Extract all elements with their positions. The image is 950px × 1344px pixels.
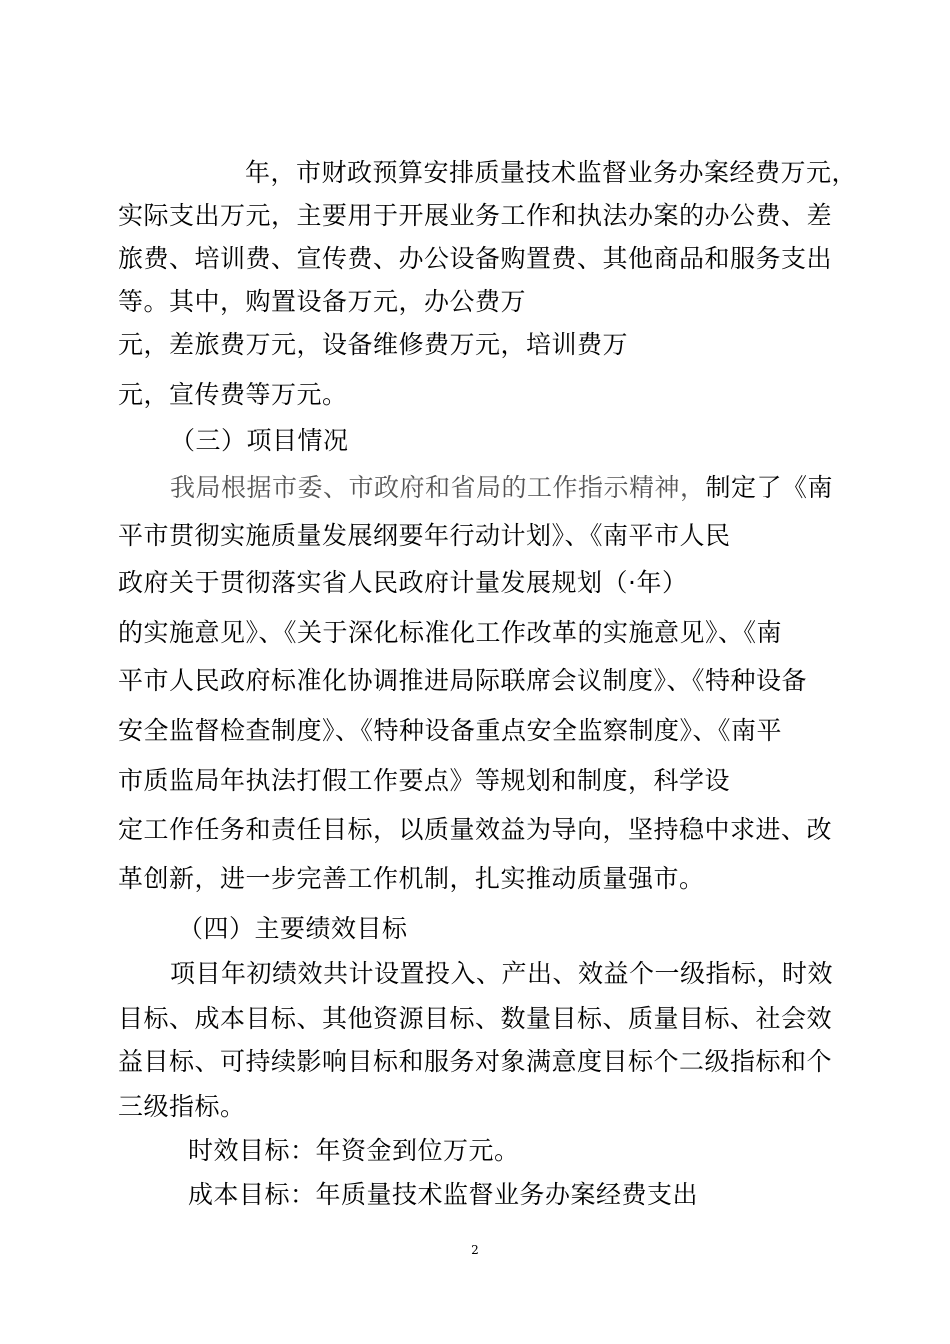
paragraph1-line2: 实际支出万元，主要用于开展业务工作和执法办案的办公费、差 [118,201,833,230]
section3-heading: （三）项目情况 [170,426,349,455]
timeliness-goal: 时效目标：年资金到位万元。 [188,1136,520,1165]
paragraph1-line4: 等。其中，购置设备万元，办公费万 [118,287,527,316]
paragraph2-line4: 的实施意见》、《关于深化标准化工作改革的实施意见》、《南 [118,618,783,647]
paragraph2-line9: 革创新，进一步完善工作机制，扎实推动质量强市。 [118,864,705,893]
section4-heading: （四）主要绩效目标 [178,914,408,943]
page-number: 2 [471,1243,479,1257]
paragraph1-line6: 元，宣传费等万元。 [118,380,348,409]
paragraph2-line1 [170,473,833,503]
paragraph2-line1-gray-text: 我局根据市委、市政府和省局的工作指示精神， [170,473,706,502]
paragraph2-line8: 定工作任务和责任目标，以质量效益为导向，坚持稳中求进、改 [118,815,833,844]
paragraph1-line5: 元，差旅费万元，设备维修费万元，培训费万 [118,330,629,359]
cost-goal: 成本目标：年质量技术监督业务办案经费支出 [188,1180,699,1209]
paragraph3-line4: 三级指标。 [118,1092,246,1121]
paragraph3-line3: 益目标、可持续影响目标和服务对象满意度目标个二级指标和个 [118,1047,833,1076]
paragraph2-line6: 安全监督检查制度》、《特种设备重点安全监察制度》、《南平 [118,716,783,745]
paragraph1-line1: 年，市财政预算安排质量技术监督业务办案经费万元， [245,158,858,187]
paragraph2-line1-rest: 制定了《南 [705,473,834,502]
paragraph1-line3: 旅费、培训费、宣传费、办公设备购置费、其他商品和服务支出 [118,244,833,273]
paragraph2-line7: 市质监局年执法打假工作要点》等规划和制度，科学设 [118,766,731,795]
paragraph2-line2: 平市贯彻实施质量发展纲要年行动计划》、《南平市人民 [118,521,731,550]
paragraph3-line1: 项目年初绩效共计设置投入、产出、效益个一级指标，时效 [170,959,834,988]
paragraph2-line5: 平市人民政府标准化协调推进局际联席会议制度》、《特种设备 [118,666,808,695]
paragraph2-line3: 政府关于贯彻落实省人民政府计量发展规划（·年） [118,568,688,597]
paragraph3-line2: 目标、成本目标、其他资源目标、数量目标、质量目标、社会效 [118,1004,833,1033]
